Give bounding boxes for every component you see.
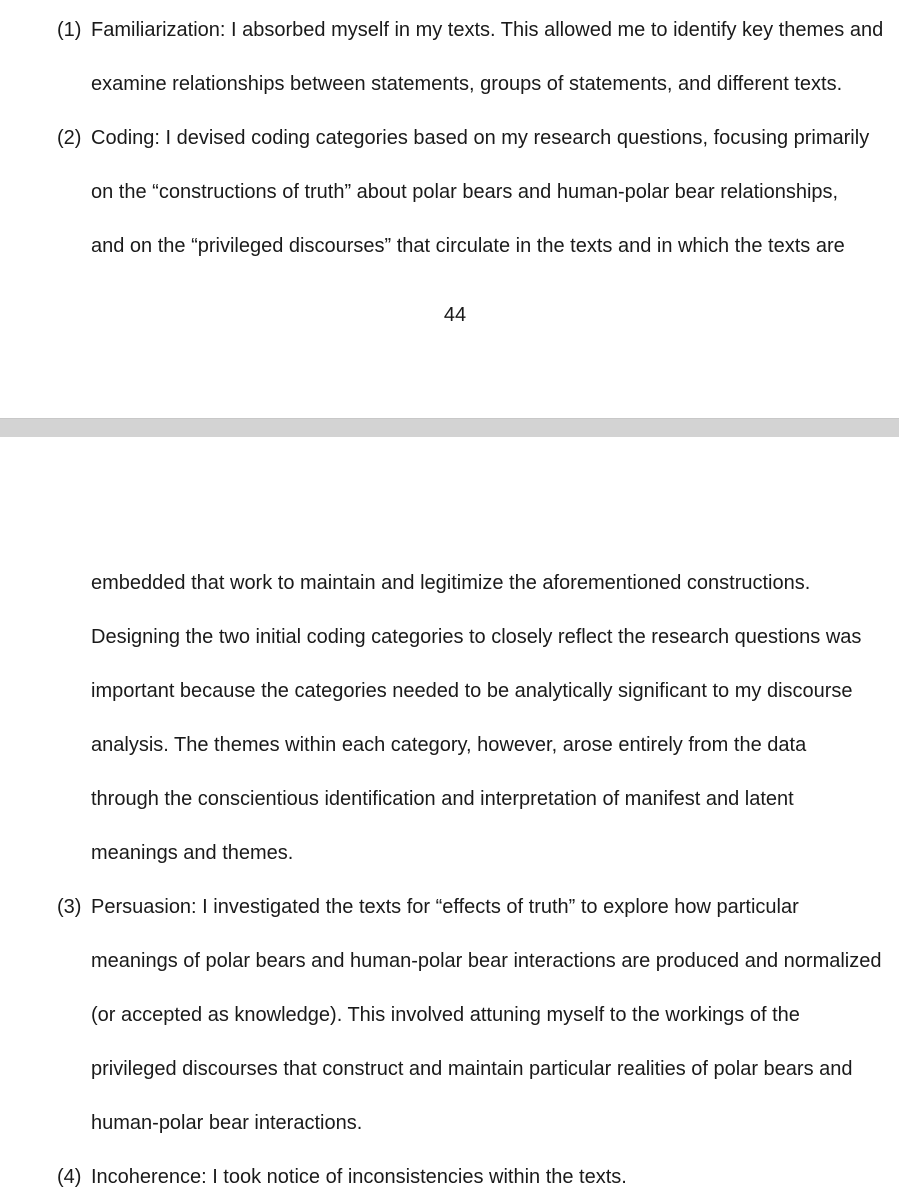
list-item-line: Incoherence: I took notice of inconsistencies within the texts. — [91, 1166, 627, 1188]
list-item-line: Coding: I devised coding categories based on my research questions, focusing primarily — [91, 127, 870, 149]
list-item-number: (1) — [57, 19, 82, 41]
paragraph-line: through the conscientious identification and interpretation of manifest and latent — [91, 788, 794, 810]
paragraph-line: meanings and themes. — [91, 842, 294, 864]
list-item-number: (2) — [57, 127, 82, 149]
page-number: 44 — [443, 304, 467, 326]
paragraph-line: important because the categories needed to be analytically significant to my discourse — [91, 680, 853, 702]
list-item-line: (or accepted as knowledge). This involved attuning myself to the workings of the — [91, 1004, 800, 1026]
list-item-line: privileged discourses that construct and maintain particular realities of polar bears and — [91, 1058, 853, 1080]
list-item-number: (4) — [57, 1166, 82, 1188]
list-item-number: (3) — [57, 896, 82, 918]
paragraph-line: analysis. The themes within each category, however, arose entirely from the data — [91, 734, 807, 756]
list-item-line: human-polar bear interactions. — [91, 1112, 363, 1134]
paragraph-line: embedded that work to maintain and legitimize the aforementioned constructions. — [91, 572, 811, 594]
list-item-line: on the “constructions of truth” about polar bears and human-polar bear relationships, — [91, 181, 839, 203]
paragraph-line: Designing the two initial coding categories to closely reflect the research questions was — [91, 626, 862, 648]
page-45 — [0, 437, 899, 1200]
list-item-line: meanings of polar bears and human-polar bear interactions are produced and normalized — [91, 950, 882, 972]
list-item-line: and on the “privileged discourses” that circulate in the texts and in which the texts are — [91, 235, 845, 257]
list-item-line: Familiarization: I absorbed myself in my texts. This allowed me to identify key themes and — [91, 19, 884, 41]
list-item-line: Persuasion: I investigated the texts for “effects of truth” to explore how particular — [91, 896, 799, 918]
page-44 — [0, 0, 899, 418]
list-item-line: examine relationships between statements, groups of statements, and different texts. — [91, 73, 843, 95]
page-separator — [0, 418, 899, 438]
